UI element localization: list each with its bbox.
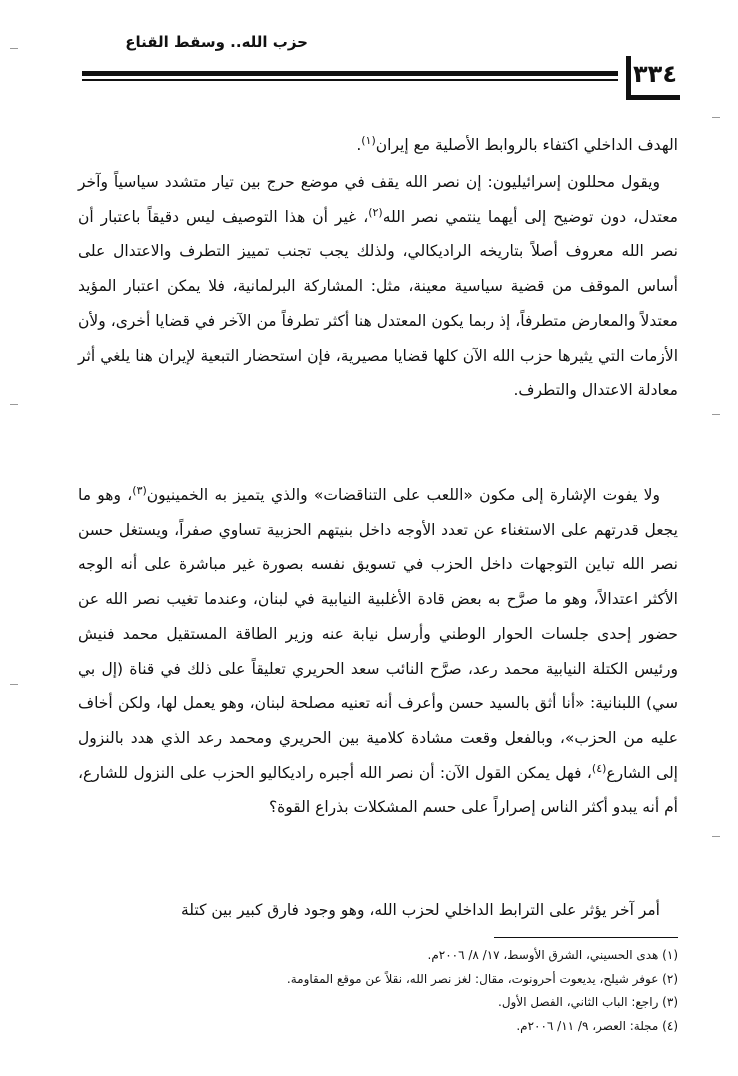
- footnote-ref: (١): [361, 133, 376, 147]
- scan-mark: [10, 404, 18, 405]
- paragraph-text: الهدف الداخلي اكتفاء بالروابط الأصلية مع إيران: [375, 136, 678, 154]
- paragraph-2: [78, 165, 678, 408]
- footnote-4: (٤) مجلة: العصر، ٩/ ١١/ ٢٠٠٦م.: [516, 1018, 678, 1033]
- paragraph-text: ويقول محللون إسرائيليون: إن نصر الله يقف في موضع حرج بين تيار متشدد سياسياً وآخر معتدل، دون توضيح إلى أيهما ينتمي نصر الله: [78, 173, 678, 226]
- scan-mark: [10, 48, 18, 49]
- paragraph-text: ولا يفوت الإشارة إلى مكون «اللعب على التناقضات» والذي يتميز به الخمينيون: [146, 486, 660, 504]
- footnote-separator: [494, 937, 678, 938]
- footnote-2: (٢) عوفر شيلح، يديعوت أحرونوت، مقال: لغز نصر الله، نقلاً عن موقع المقاومة.: [286, 971, 678, 986]
- scan-mark: [712, 117, 720, 118]
- paragraph-text: ، غير أن هذا التوصيف ليس دقيقاً باعتبار أن نصر الله معروف أصلاً بتاريخه الراديكالي، ولذلك يجب تجنب تمييز التطرف والاعتدال على أساس الموقف من قضية سياسية معينة، مثل: المشاركة البرلمانية، فلا يمكن اعتبار المؤيد معتدلاً والمعارض متطرفاً، إذ ربما يكون المعتدل هنا أكثر تطرفاً من الآخر في قضايا أخرى، ولأن الأزمات التي يثيرها حزب الله الآن كلها قضايا مصيرية، فإن استحضار التبعية لإيران هنا يلغي أثر معادلة الاعتدال والتطرف.: [78, 207, 678, 400]
- paragraph-1: [78, 128, 678, 163]
- paragraph-3: [78, 478, 678, 825]
- running-header-title: حزب الله.. وسقط القناع: [125, 33, 308, 51]
- header-rule: [82, 71, 618, 76]
- footnote-ref: (٣): [132, 483, 147, 497]
- scan-mark: [712, 414, 720, 415]
- footnote-1: (١) هدى الحسيني، الشرق الأوسط، ١٧/ ٨/ ٢٠٠٦م.: [427, 948, 678, 962]
- page-number: ٣٣٤: [633, 60, 677, 88]
- footnote-ref: (٤): [591, 761, 607, 775]
- footnote-3: (٣) راجع: الباب الثاني، الفصل الأول.: [498, 995, 678, 1009]
- paragraph-text: .: [356, 136, 362, 154]
- footnotes: [78, 944, 678, 1038]
- paragraph-text: ، فهل يمكن القول الآن: أن نصر الله أجبره راديكاليو الحزب على النزول للشارع، أم أنه يبدو أكثر الناس إصراراً على حسم المشكلات بذراع القوة؟: [78, 763, 678, 817]
- header-rule-thin: [82, 79, 618, 81]
- paragraph-text: أمر آخر يؤثر على الترابط الداخلي لحزب الله، وهو وجود فارق كبير بين كتلة: [180, 901, 660, 919]
- scan-mark: [712, 836, 720, 837]
- paragraph-text: ، وهو ما يجعل قدرتهم على الاستغناء عن تعدد الأوجه داخل بنيتهم الحزبية تساوي صفراً، ويستغل حسن نصر الله تباين التوجهات داخل الحزب في تسويق نفسه بصورة غير مباشرة على أنه الوجه الأكثر اعتدالاً، وهو ما صرَّح به بعض قادة الأغلبية النيابية في لبنان، وعندما تغيب نصر الله عن حضور إحدى جلسات الحوار الوطني وأرسل نيابة عنه وزير الطاقة المستقيل محمد فنيش ورئيس الكتلة النيابية محمد رعد، صرَّح النائب سعد الحريري تعليقاً على ذلك في قناة (إل بي سي) اللبنانية: «أنا أثق بالسيد حسن وأعرف أنه تعنيه مصلحة لبنان، وهو يعمل لها، ولكن أخاف عليه من الحزب»، وبالفعل وقعت مشادة كلامية بين الحريري ومحمد رعد الذي هدد بالنزول إلى الشارع: [78, 486, 678, 782]
- scan-mark: [10, 684, 18, 685]
- paragraph-4: [78, 893, 678, 928]
- footnote-ref: (٢): [368, 205, 383, 219]
